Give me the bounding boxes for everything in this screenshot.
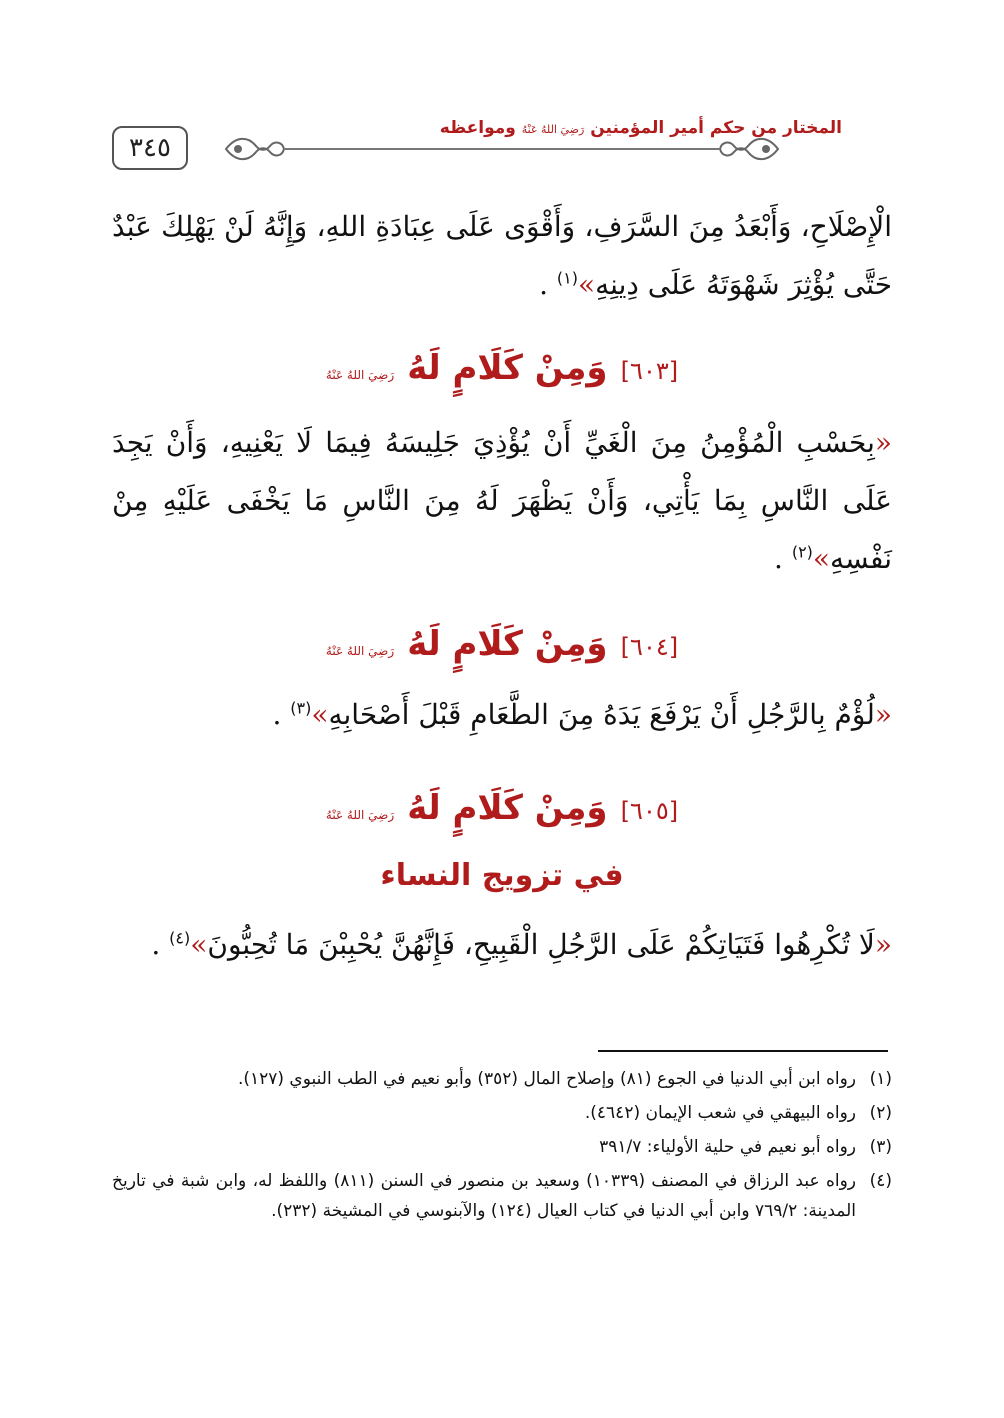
sentence-end: . — [774, 542, 783, 575]
quote-text: بِحَسْبِ الْمُؤْمِنُ مِنَ الْغَيِّ أَنْ يُؤْذِيَ جَلِيسَهُ فِيمَا لَا يَعْنِيهِ، وَأَنْ يَجِدَ عَلَى النَّاسِ بِمَا يَأْتِي، وَأَنْ يَظْهَرَ لَهُ مِنَ النَّاسِ مَا يَخْفَى عَلَيْهِ مِنْ نَفْسِهِ — [112, 426, 892, 575]
quote-text: لَا تُكْرِهُوا فَتَيَاتِكُمْ عَلَى الرَّجُلِ الْقَبِيحِ، فَإِنَّهُنَّ يُحْبِبْنَ مَا تُحِبُّونَ — [207, 928, 875, 961]
section-heading-604 — [112, 624, 892, 664]
footnote-text: رواه عبد الرزاق في المصنف (١٠٣٣٩) وسعيد بن منصور في السنن (٨١١) واللفظ له، وابن شبة في تاريخ المدينة: ٧٦٩/٢ وابن أبي الدنيا في كتاب العيال (١٢٤) والآبنوسي في المشيخة (٢٣٢). — [112, 1171, 856, 1221]
footnote-ref: (١) — [556, 268, 578, 288]
sentence-end: . — [151, 928, 161, 961]
footnote-item — [112, 1132, 892, 1162]
quote-close: » — [311, 698, 329, 731]
section-number: [٦٠٣] — [620, 357, 679, 385]
footnote-ref: (٢) — [791, 542, 813, 562]
quote-open: « — [874, 928, 892, 961]
quote-open: « — [874, 698, 892, 731]
quote-close: » — [812, 542, 831, 575]
footnote-number: (١) — [869, 1069, 892, 1089]
section-604-text — [112, 686, 892, 744]
footnote-text: رواه ابن أبي الدنيا في الجوع (٨١) وإصلاح المال (٣٥٢) وأبو نعيم في الطب النبوي (١٢٧). — [237, 1069, 856, 1089]
footnote-item — [112, 1166, 892, 1226]
section-605-text — [112, 916, 892, 974]
running-title-honorific: رَضِيَ اللهُ عَنْهُ — [521, 123, 585, 136]
running-title-suffix: ومواعظه — [439, 118, 516, 138]
section-number: [٦٠٥] — [620, 797, 679, 825]
header-rule — [302, 148, 702, 150]
left-ornament-icon — [222, 132, 302, 166]
page-header — [112, 118, 892, 178]
running-title — [302, 118, 842, 138]
footnote-number: (٣) — [869, 1137, 892, 1157]
paragraph-continuation — [112, 198, 892, 314]
section-heading-605 — [112, 788, 892, 828]
footnote-text: رواه البيهقي في شعب الإيمان (٤٦٤٢). — [584, 1103, 856, 1123]
footnotes — [112, 1064, 892, 1230]
footnote-separator — [598, 1050, 888, 1052]
sentence-end: . — [539, 268, 548, 301]
quote-close: » — [577, 268, 596, 301]
section-honorific: رَضِيَ اللهُ عَنْهُ — [325, 808, 395, 822]
footnote-item — [112, 1064, 892, 1094]
quote-close: » — [190, 928, 208, 961]
sentence-end: . — [272, 698, 282, 731]
section-honorific: رَضِيَ اللهُ عَنْهُ — [325, 368, 395, 382]
footnote-ref: (٤) — [169, 928, 191, 948]
running-title-text: المختار من حكم أمير المؤمنين — [590, 118, 842, 138]
page-number: ٣٤٥ — [112, 126, 188, 170]
section-subtitle: في تزويج النساء — [380, 858, 624, 893]
footnote-ref: (٣) — [290, 698, 312, 718]
section-number: [٦٠٤] — [620, 633, 679, 661]
section-title: وَمِنْ كَلَامٍ لَهُ — [407, 624, 608, 664]
footnote-item — [112, 1098, 892, 1128]
section-heading-603 — [112, 348, 892, 388]
quote-text: لُؤْمٌ بِالرَّجُلِ أَنْ يَرْفَعَ يَدَهُ مِنَ الطَّعَامِ قَبْلَ أَصْحَابِهِ — [328, 698, 875, 731]
paragraph-text: الْإِصْلَاحِ، وَأَبْعَدُ مِنَ السَّرَفِ، وَأَقْوَى عَلَى عِبَادَةِ اللهِ، وَإِنَّهُ لَنْ يَهْلِكَ عَبْدٌ حَتَّى يُؤْثِرَ شَهْوَتَهُ عَلَى دِينِهِ — [112, 210, 892, 301]
section-title: وَمِنْ كَلَامٍ لَهُ — [407, 788, 608, 828]
section-603-text — [112, 414, 892, 588]
footnote-number: (٤) — [869, 1171, 892, 1191]
section-title: وَمِنْ كَلَامٍ لَهُ — [407, 348, 608, 388]
footnote-number: (٢) — [869, 1103, 892, 1123]
footnote-text: رواه أبو نعيم في حلية الأولياء: ٣٩١/٧ — [599, 1137, 856, 1157]
section-honorific: رَضِيَ اللهُ عَنْهُ — [325, 644, 395, 658]
quote-open: « — [874, 426, 893, 459]
